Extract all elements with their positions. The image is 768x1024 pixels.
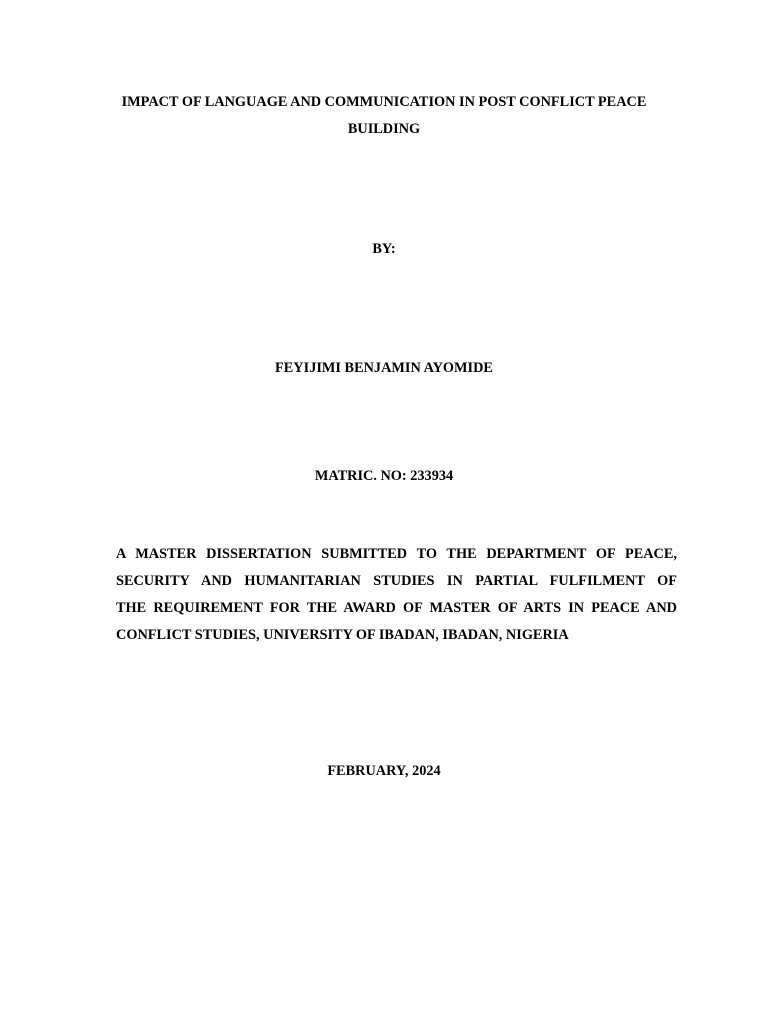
submission-date: FEBRUARY, 2024 xyxy=(327,763,441,779)
by-label: BY: xyxy=(372,241,396,257)
dissertation-line: A MASTER DISSERTATION SUBMITTED TO THE DEPARTMENT OF PEACE, xyxy=(116,546,677,562)
dissertation-line: THE REQUIREMENT FOR THE AWARD OF MASTER OF ARTS IN PEACE AND xyxy=(116,600,677,616)
title-line-2: BUILDING xyxy=(347,121,421,137)
dissertation-statement xyxy=(116,545,677,653)
author-name: FEYIJIMI BENJAMIN AYOMIDE xyxy=(275,360,493,376)
matric-number: MATRIC. NO: 233934 xyxy=(314,468,454,484)
dissertation-line: CONFLICT STUDIES, UNIVERSITY OF IBADAN, IBADAN, NIGERIA xyxy=(116,627,569,643)
title-line-1: IMPACT OF LANGUAGE AND COMMUNICATION IN POST CONFLICT PEACE xyxy=(121,94,647,110)
dissertation-line: SECURITY AND HUMANITARIAN STUDIES IN PARTIAL FULFILMENT OF xyxy=(116,573,677,589)
